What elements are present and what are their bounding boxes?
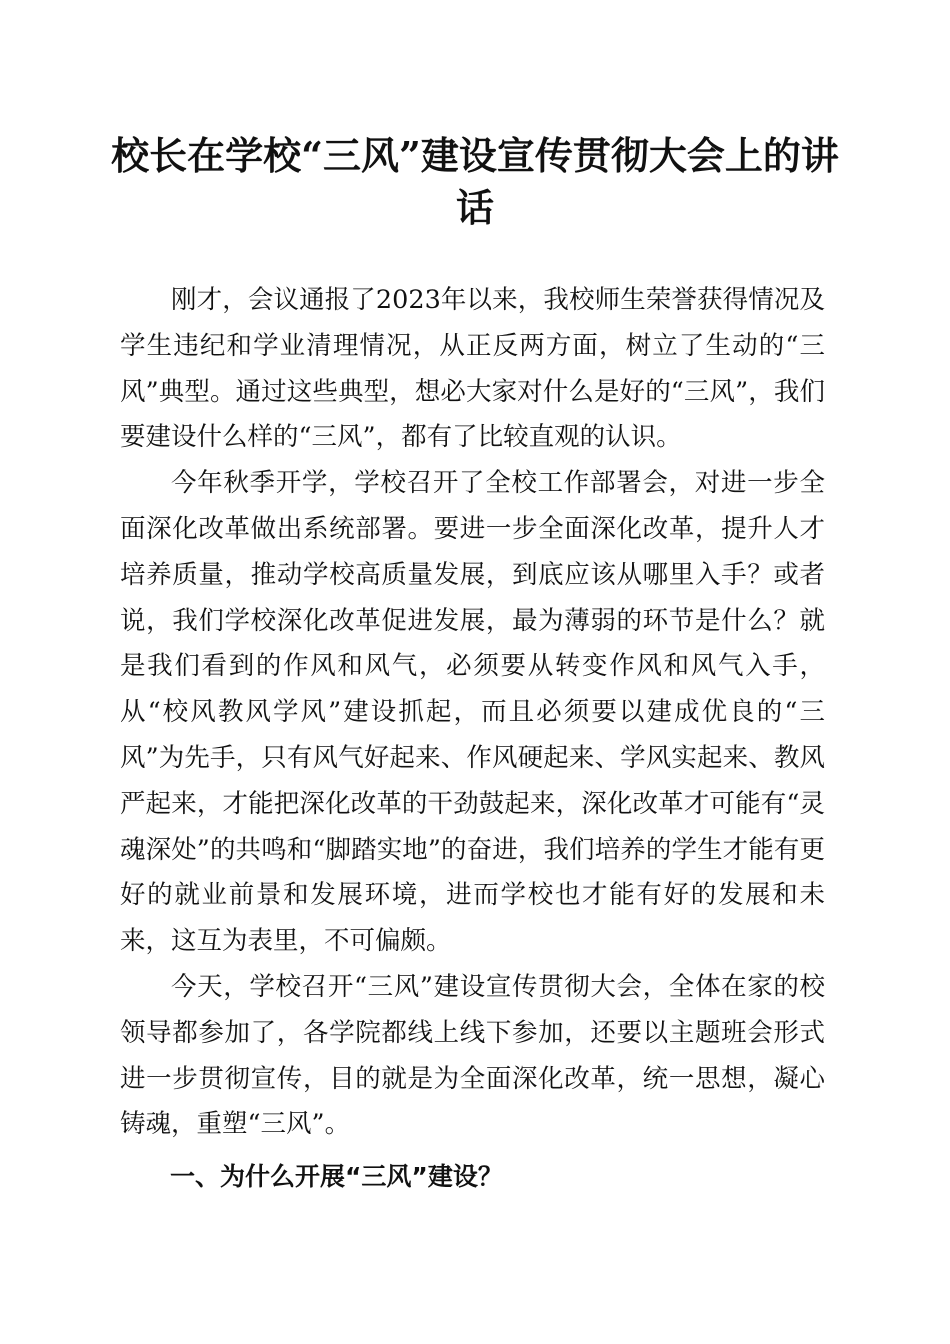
paragraph-1: 刚才，会议通报了2023年以来，我校师生荣誉获得情况及学生违纪和学业清理情况，从正反两方面，树立了生动的“三风”典型。通过这些典型，想必大家对什么是好的“三风”，我们要建设什么样的“三风”，都有了比较直观的认识。 xyxy=(120,285,825,453)
document-body xyxy=(120,278,825,1200)
section-heading: 一、为什么开展“三风”建设？ xyxy=(170,1162,503,1192)
document-title: 校长在学校“三风”建设宣传贯彻大会上的讲话 xyxy=(111,133,839,230)
paragraph-3: 今天，学校召开“三风”建设宣传贯彻大会，全体在家的校领导都参加了，各学院都线上线下参加，还要以主题班会形式进一步贯彻宣传，目的就是为全面深化改革，统一思想，凝心铸魂，重塑“三风”。 xyxy=(120,971,825,1140)
paragraph-2: 今年秋季开学，学校召开了全校工作部署会，对进一步全面深化改革做出系统部署。要进一步全面深化改革，提升人才培养质量，推动学校高质量发展，到底应该从哪里入手？或者说，我们学校深化改革促进发展，最为薄弱的环节是什么？就是我们看到的作风和风气，必须要从转变作风和风气入手，从“校风教风学风”建设抓起，而且必须要以建成优良的“三风”为先手，只有风气好起来、作风硬起来、学风实起来、教风严起来，才能把深化改革的干劲鼓起来，深化改革才可能有“灵魂深处”的共鸣和“脚踏实地”的奋进，我们培养的学生才能有更好的就业前景和发展环境，进而学校也才能有好的发展和未来，这互为表里，不可偏颇。 xyxy=(120,468,825,957)
